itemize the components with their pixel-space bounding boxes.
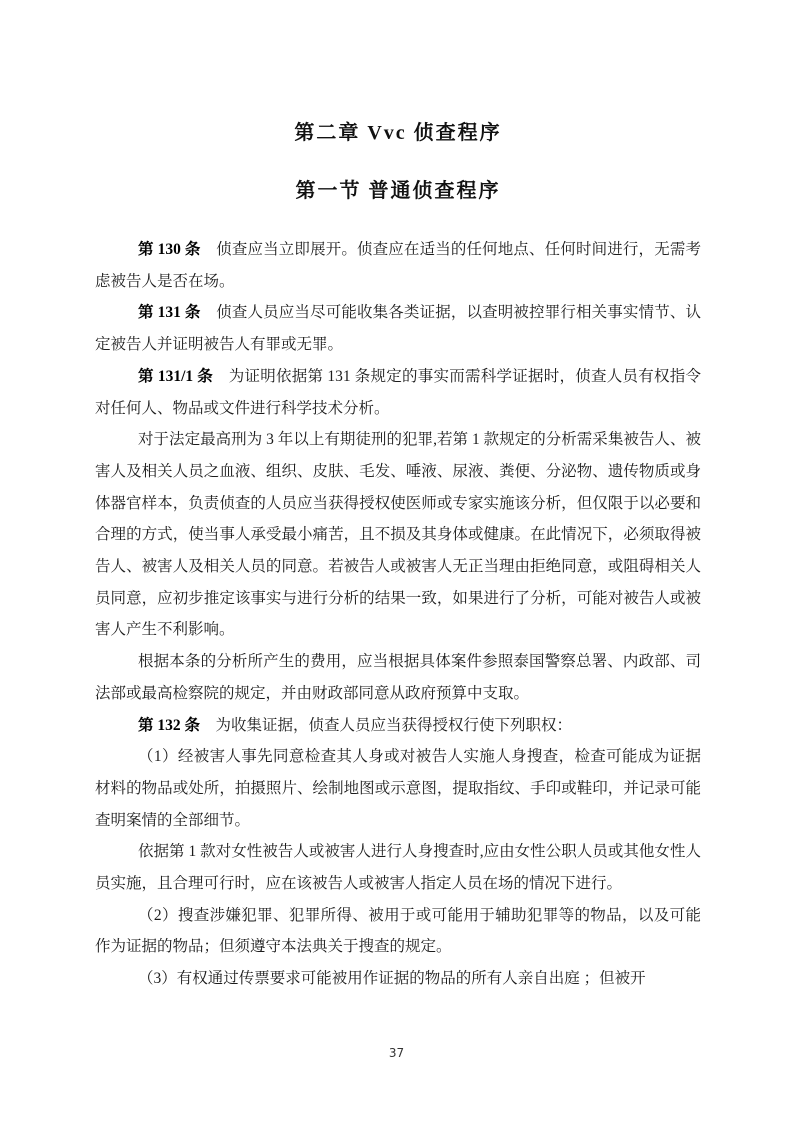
document-content xyxy=(95,0,701,995)
article-number: 第 131 条 xyxy=(138,304,201,322)
paragraph: 第 131 条 侦查人员应当尽可能收集各类证据，以查明被控罪行相关事实情节、认定被告人并证明被告人有罪或无罪。 xyxy=(95,304,701,354)
article-number: 第 132 条 xyxy=(138,716,201,734)
article-number: 第 130 条 xyxy=(138,241,201,258)
paragraph: 根据本条的分析所产生的费用，应当根据具体案件参照泰国警察总署、内政部、司法部或最高检察院的规定，并由财政部同意从政府预算中支取。 xyxy=(95,653,701,702)
paragraph: （2）搜查涉嫌犯罪、犯罪所得、被用于或可能用于辅助犯罪等的物品，以及可能作为证据的物品；但须遵守本法典关于搜查的规定。 xyxy=(95,906,701,956)
document-body xyxy=(95,234,701,995)
paragraph: 第 131/1 条 为证明依据第 131 条规定的事实而需科学证据时，侦查人员有权指令对任何人、物品或文件进行科学技术分析。 xyxy=(95,367,701,417)
paragraph: （1）经被害人事先同意检查其人身或对被告人实施人身搜查，检查可能成为证据材料的物品或处所，拍摄照片、绘制地图或示意图，提取指纹、手印或鞋印，并记录可能查明案情的全部细节。 xyxy=(95,748,701,829)
paragraph: 第 130 条 侦查应当立即展开。侦查应在适当的任何地点、任何时间进行，无需考虑被告人是否在场。 xyxy=(95,241,701,290)
page-number: 37 xyxy=(388,1046,405,1060)
chapter-heading: 第二章 Vvc 侦查程序 xyxy=(294,122,502,144)
article-number: 第 131/1 条 xyxy=(138,367,214,385)
paragraph: 对于法定最高刑为 3 年以上有期徒刑的犯罪,若第 1 款规定的分析需采集被告人、被害人及相关人员之血液、组织、皮肤、毛发、唾液、尿液、粪便、分泌物、遗传物质或身体器官样本，负责侦查的人员应当获得授权使医师或专家实施该分析，但仅限于以必要和合理的方式，使当事人承受最小痛苦，且不损及其身体或健康。在此情况下，必须取得被告人、被害人及相关人员的同意。若被告人或被害人无正当理由拒绝同意，或阻碍相关人员同意，应初步推定该事实与进行分析的结果一致，如果进行了分析，可能对被告人或被害人产生不利影响。 xyxy=(95,431,701,639)
paragraph: 第 132 条 为收集证据，侦查人员应当获得授权行使下列职权： xyxy=(138,716,573,734)
paragraph: 依据第 1 款对女性被告人或被害人进行人身搜查时,应由女性公职人员或其他女性人员实施，且合理可行时，应在该被告人或被害人指定人员在场的情况下进行。 xyxy=(95,843,701,893)
section-heading: 第一节 普通侦查程序 xyxy=(295,180,501,202)
paragraph: （3）有权通过传票要求可能被用作证据的物品的所有人亲自出庭 ；但被开 xyxy=(138,970,646,988)
